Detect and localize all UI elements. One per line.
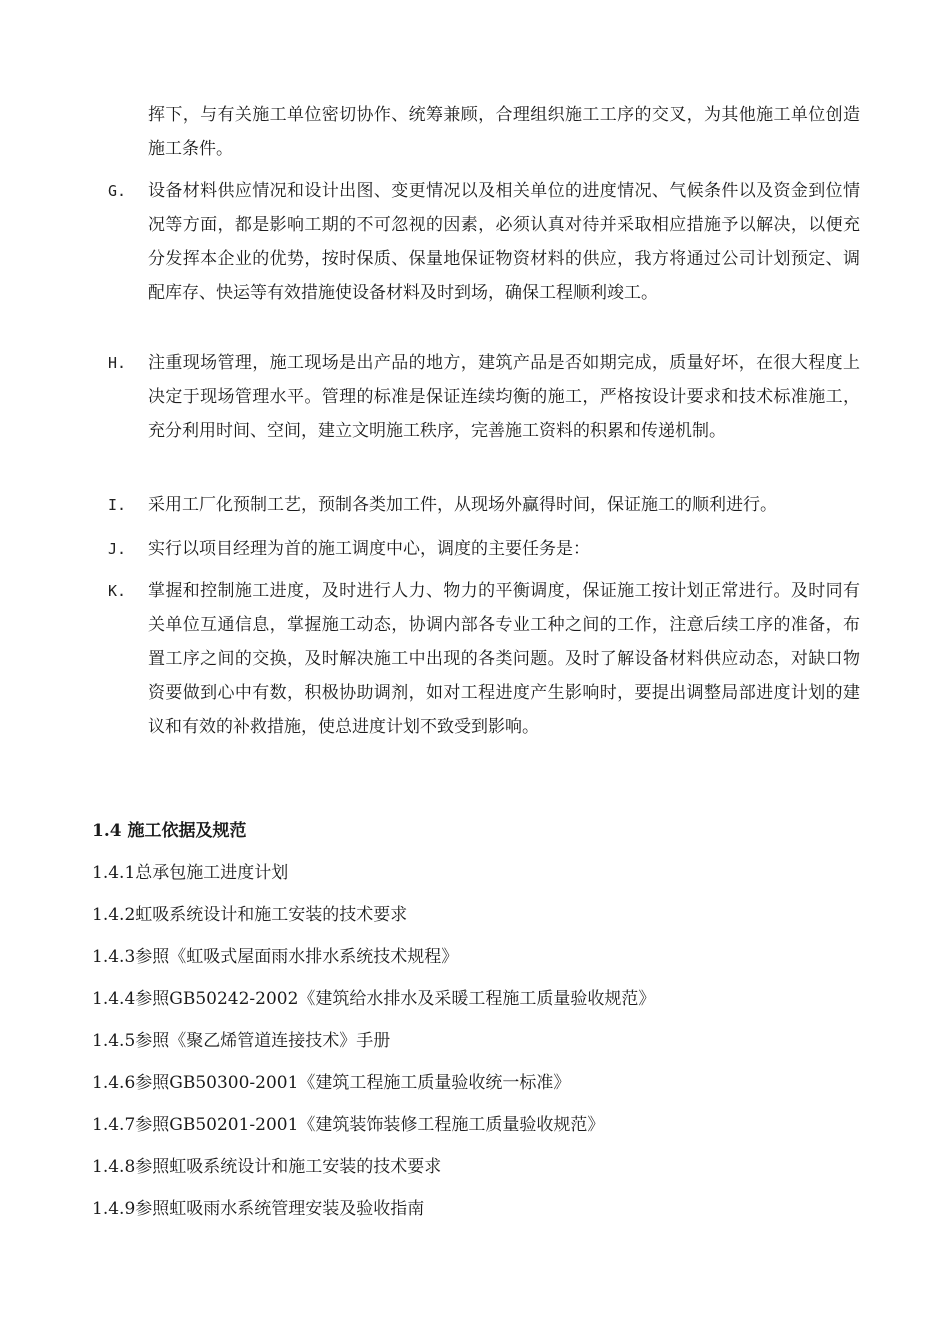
reference-item: 1.4.5参照《聚乙烯管道连接技术》手册 [92,1031,391,1051]
list-marker: H. [108,354,127,372]
reference-item: 1.4.6参照GB50300-2001《建筑工程施工质量验收统一标准》 [92,1073,571,1093]
reference-item: 1.4.8参照虹吸系统设计和施工安装的技术要求 [92,1157,442,1177]
list-item-text: 实行以项目经理为首的施工调度中心，调度的主要任务是： [148,539,590,559]
list-marker: G. [108,182,127,200]
list-item-text: 掌握和控制施工进度，及时进行人力、物力的平衡调度，保证施工按计划正常进行。及时同有关单位互通信息，掌握施工动态，协调内部各专业工种之间的工作，注意后续工序的准备，布置工序之间的交换，及时解决施工中出现的各类问题。及时了解设备材料供应动态，对缺口物资要做到心中有数，积极协助调剂，如对工程进度产生影响时，要提出调整局部进度计划的建议和有效的补救措施，使总进度计划不致受到影响。 [148,581,860,737]
list-marker: J. [108,540,127,558]
list-item-text: 采用工厂化预制工艺，预制各类加工件，从现场外赢得时间，保证施工的顺利进行。 [148,495,777,515]
list-item-text: 注重现场管理，施工现场是出产品的地方，建筑产品是否如期完成，质量好坏，在很大程度上决定于现场管理水平。管理的标准是保证连续均衡的施工，严格按设计要求和技术标准施工，充分利用时间、空间，建立文明施工秩序，完善施工资料的积累和传递机制。 [148,353,860,441]
list-item-text: 设备材料供应情况和设计出图、变更情况以及相关单位的进度情况、气候条件以及资金到位情况等方面，都是影响工期的不可忽视的因素，必须认真对待并采取相应措施予以解决，以便充分发挥本企业的优势，按时保质、保量地保证物资材料的供应，我方将通过公司计划预定、调配库存、快运等有效措施使设备材料及时到场，确保工程顺利竣工。 [148,181,860,303]
list-marker: K. [108,582,127,600]
reference-item: 1.4.1总承包施工进度计划 [92,863,289,883]
intro-paragraph: 挥下，与有关施工单位密切协作、统筹兼顾，合理组织施工工序的交叉，为其他施工单位创造施工条件。 [148,105,860,159]
section-heading: 1.4 施工依据及规范 [92,821,247,841]
list-marker: I. [108,496,127,514]
reference-item: 1.4.4参照GB50242-2002《建筑给水排水及采暖工程施工质量验收规范》 [92,989,656,1009]
reference-item: 1.4.3参照《虹吸式屋面雨水排水系统技术规程》 [92,947,459,967]
reference-list [92,858,872,1236]
reference-item: 1.4.2虹吸系统设计和施工安装的技术要求 [92,905,408,925]
reference-item: 1.4.7参照GB50201-2001《建筑装饰装修工程施工质量验收规范》 [92,1115,605,1135]
reference-item: 1.4.9参照虹吸雨水系统管理安装及验收指南 [92,1199,425,1219]
